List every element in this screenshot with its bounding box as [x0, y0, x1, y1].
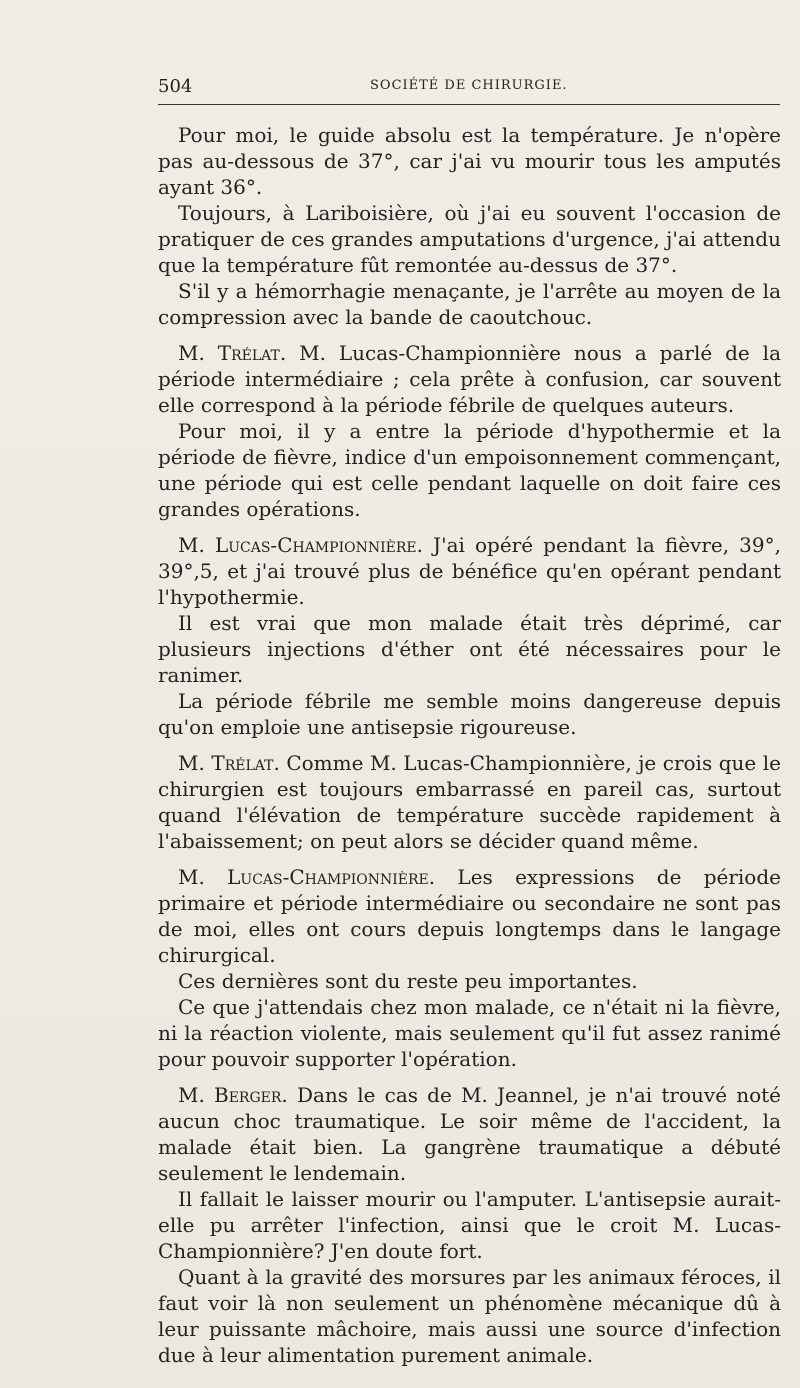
paragraph	[158, 200, 781, 278]
paragraph	[158, 1186, 781, 1264]
speaker-separator: .	[416, 533, 423, 557]
speaker-prefix: M.	[178, 533, 215, 557]
paragraph	[158, 968, 781, 994]
paragraph	[158, 688, 781, 740]
speaker-prefix: M.	[178, 341, 218, 365]
running-header	[158, 76, 778, 98]
paragraph	[158, 1264, 781, 1368]
paragraph-text: Pour moi, le guide absolu est la température. Je n'opère pas au-dessous de 37°, car j'ai vu mourir tous les amputés ayant 36°.	[158, 123, 781, 199]
paragraph-text: Ces dernières sont du reste peu importantes.	[178, 969, 638, 993]
paragraph-text: Les expressions de période primaire et période intermédiaire ou secondaire ne sont pas de moi, elles ont cours depuis longtemps dans le langage chirurgical.	[158, 865, 781, 967]
speaker-name: Lucas-Championnière	[227, 865, 429, 889]
paragraph	[158, 418, 781, 522]
speaker-paragraph	[158, 1082, 781, 1186]
speaker-paragraph	[158, 340, 781, 418]
speaker-name: Lucas-Championnière	[214, 533, 417, 557]
speaker-paragraph	[158, 532, 781, 610]
paragraph-text: Toujours, à Lariboisière, où j'ai eu souvent l'occasion de pratiquer de ces grandes amputations d'urgence, j'ai attendu que la température fût remontée au-dessus de 37°.	[158, 201, 781, 277]
page-number: 504	[158, 76, 193, 97]
speaker-paragraph	[158, 864, 781, 968]
paragraph	[158, 278, 781, 330]
speaker-separator: .	[279, 341, 287, 365]
paragraph	[158, 610, 781, 688]
paragraph-text: Ce que j'attendais chez mon malade, ce n'était ni la fièvre, ni la réaction violente, mais seulement qu'il fut assez ranimé pour pouvoir supporter l'opération.	[158, 995, 781, 1071]
speaker-separator: .	[273, 751, 280, 775]
paragraph	[158, 994, 781, 1072]
paragraph-text: M. Lucas-Championnière nous a parlé de la période intermédiaire ; cela prête à confusion, car souvent elle correspond à la période fébrile de quelques auteurs.	[158, 341, 781, 417]
paragraph-text: Dans le cas de M. Jeannel, je n'ai trouvé noté aucun choc traumatique. Le soir même de l'accident, la malade était bien. La gangrène traumatique a débuté seulement le lendemain.	[158, 1083, 781, 1185]
speaker-name: Trélat	[217, 341, 280, 365]
paragraph-text: La période fébrile me semble moins dangereuse depuis qu'on emploie une antisepsie rigoureuse.	[158, 689, 781, 739]
header-rule	[158, 104, 780, 105]
paragraph-text: S'il y a hémorrhagie menaçante, je l'arrête au moyen de la compression avec la bande de caoutchouc.	[158, 279, 781, 329]
speaker-name: Berger	[214, 1083, 282, 1107]
paragraph-text: Comme M. Lucas-Championnière, je crois que le chirurgien est toujours embarrassé en pareil cas, surtout quand l'élévation de température succède rapidement à l'abaissement; on peut alors se décider quand même.	[158, 751, 781, 853]
paragraph-text: Il est vrai que mon malade était très déprimé, car plusieurs injections d'éther ont été nécessaires pour le ranimer.	[158, 611, 781, 687]
running-title: SOCIÉTÉ DE CHIRURGIE.	[370, 78, 568, 93]
speaker-separator: .	[428, 865, 436, 889]
paragraph-text: J'ai opéré pendant la fièvre, 39°, 39°,5, et j'ai trouvé plus de bénéfice qu'en opérant pendant l'hypothermie.	[158, 533, 781, 609]
speaker-name: Trélat	[211, 751, 274, 775]
speaker-paragraph	[158, 750, 781, 854]
paragraph	[158, 122, 781, 200]
speaker-prefix: M.	[178, 1083, 215, 1107]
page-body	[158, 122, 781, 1368]
speaker-prefix: M.	[178, 865, 228, 889]
paragraph-text: Il fallait le laisser mourir ou l'amputer. L'antisepsie aurait-elle pu arrêter l'infection, ainsi que le croit M. Lucas-Championnière? J'en doute fort.	[158, 1187, 781, 1263]
paragraph-text: Quant à la gravité des morsures par les animaux féroces, il faut voir là non seulement un phénomène mécanique dû à leur puissante mâchoire, mais aussi une source d'infection due à leur alimentation purement animale.	[158, 1265, 781, 1367]
speaker-prefix: M.	[178, 751, 212, 775]
speaker-separator: .	[281, 1083, 288, 1107]
paragraph-text: Pour moi, il y a entre la période d'hypothermie et la période de fièvre, indice d'un empoisonnement commençant, une période qui est celle pendant laquelle on doit faire ces grandes opérations.	[158, 419, 781, 521]
